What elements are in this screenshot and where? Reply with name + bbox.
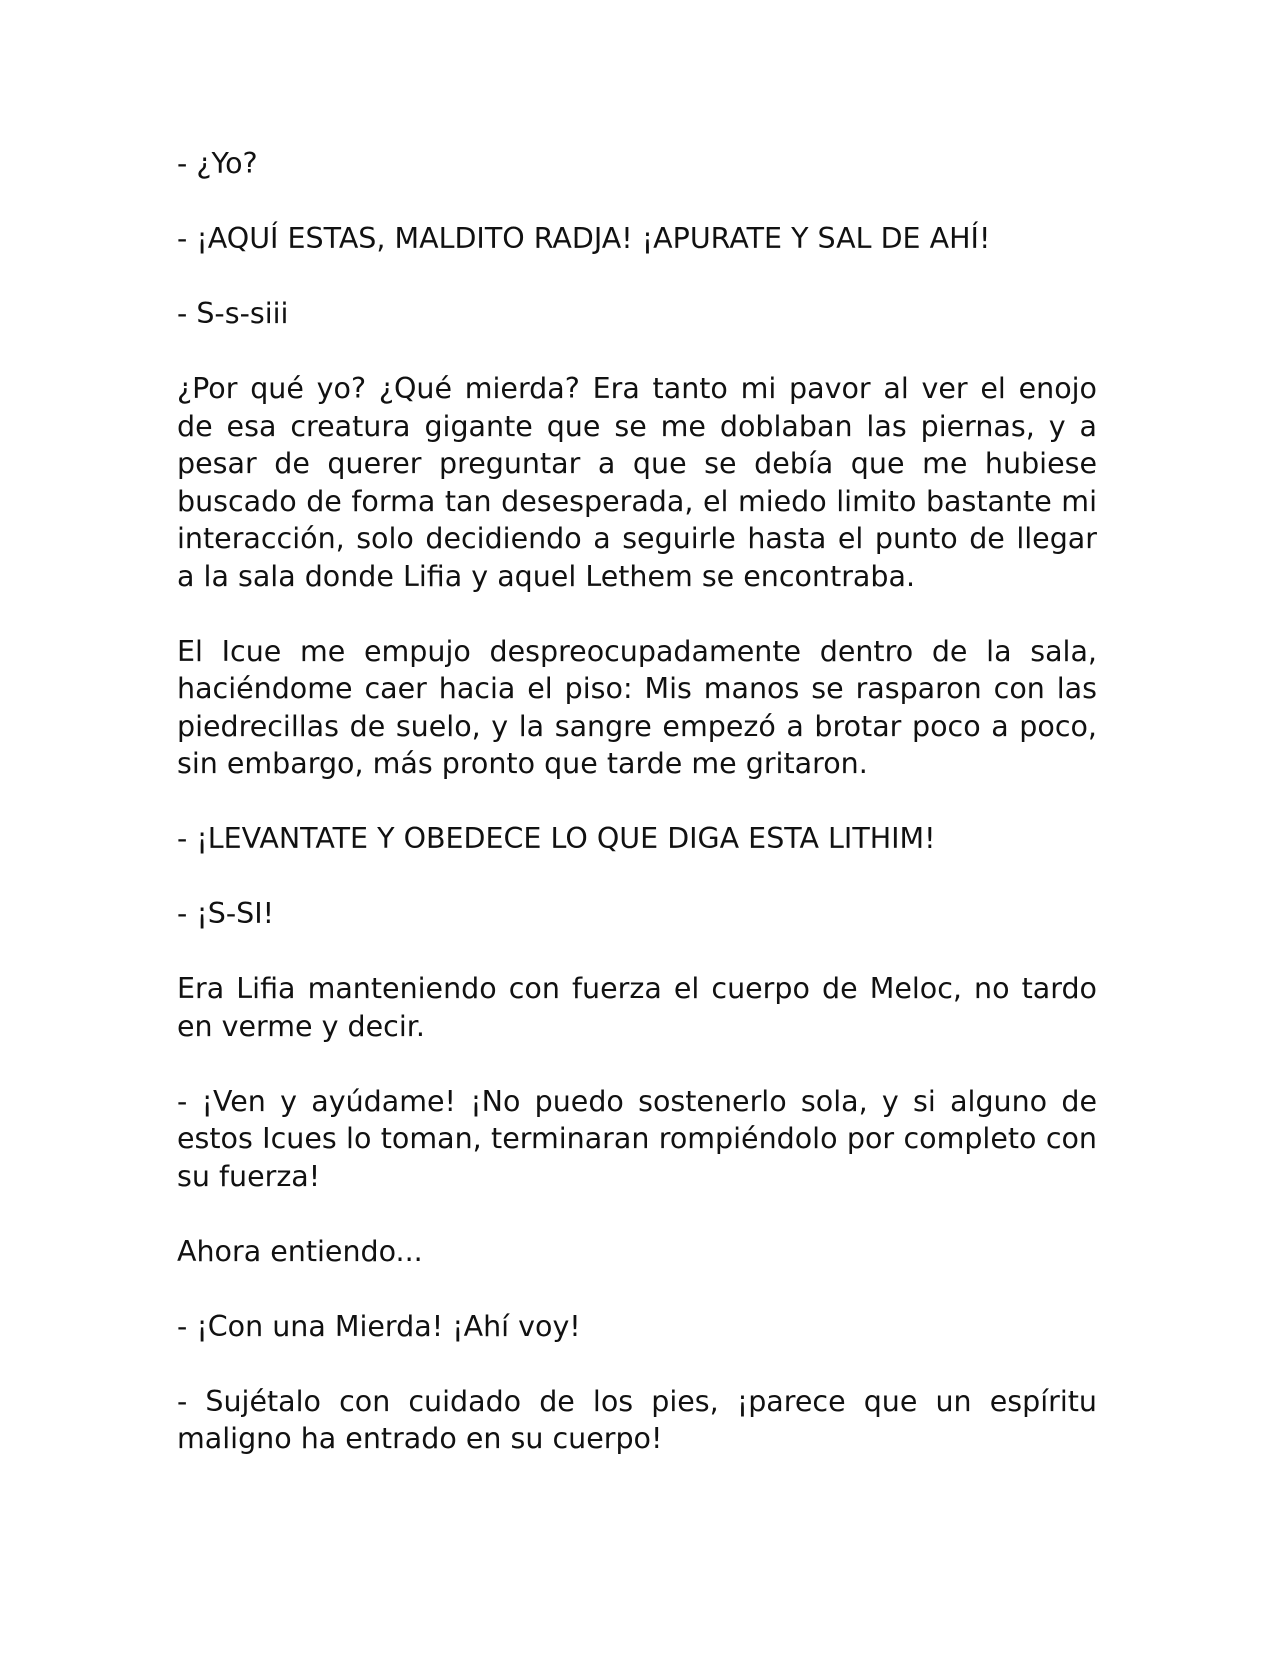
- narration-paragraph: Ahora entiendo...: [177, 1234, 423, 1268]
- dialogue-line: - ¿Yo?: [177, 147, 258, 180]
- dialogue-line: - ¡LEVANTATE Y OBEDECE LO QUE DIGA ESTA LITHIM!: [177, 822, 936, 855]
- narration-paragraph: ¿Por qué yo? ¿Qué mierda? Era tanto mi pavor al ver el enojo de esa creatura gigante que se me doblaban las piernas, y a pesar de querer preguntar a que se debía que me hubiese buscado de forma tan desesperada, el miedo limito bastante mi interacción, solo decidiendo a seguirle hasta el punto de llegar a la sala donde Lifia y aquel Lethem se encontraba.: [177, 372, 1097, 593]
- narration-paragraph: El Icue me empujo despreocupadamente dentro de la sala, haciéndome caer hacia el piso: Mis manos se rasparon con las piedrecillas de suelo, y la sangre empezó a brotar poco a poco, sin embargo, más pronto que tarde me gritaron.: [177, 634, 1097, 780]
- document-body: [177, 145, 1097, 1495]
- narration-paragraph: Era Lifia manteniendo con fuerza el cuerpo de Meloc, no tardo en verme y decir.: [177, 972, 1097, 1043]
- dialogue-line: - ¡Con una Mierda! ¡Ahí voy!: [177, 1309, 581, 1343]
- dialogue-line: - ¡Ven y ayúdame! ¡No puedo sostenerlo sola, y si alguno de estos Icues lo toman, terminaran rompiéndolo por completo con su fuerza!: [177, 1084, 1097, 1193]
- dialogue-line: - ¡S-SI!: [177, 897, 275, 930]
- dialogue-line: - Sujétalo con cuidado de los pies, ¡parece que un espíritu maligno ha entrado en su cuerpo!: [177, 1384, 1097, 1455]
- dialogue-line: - S-s-siii: [177, 297, 289, 330]
- dialogue-line: - ¡AQUÍ ESTAS, MALDITO RADJA! ¡APURATE Y SAL DE AHÍ!: [177, 222, 991, 255]
